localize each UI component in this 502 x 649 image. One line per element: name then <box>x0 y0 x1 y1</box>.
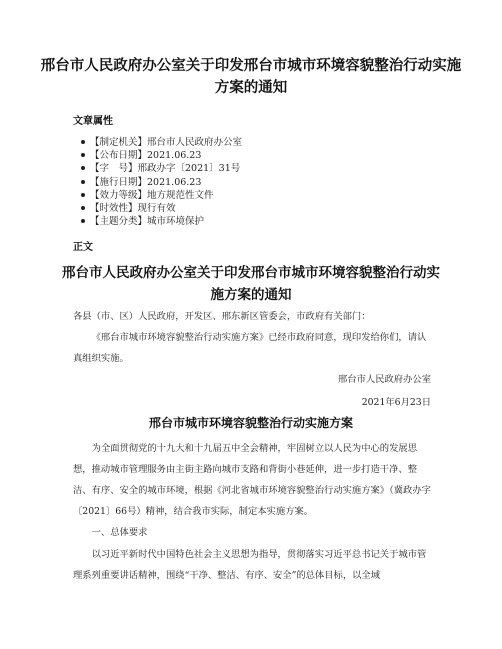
intro-paragraph: 为全面贯彻党的十九大和十九届五中全会精神，牢固树立以人民为中心的发展思想，推动城市管理服务由主街主路向城市支路和背街小巷延伸，进一步打造干净、整洁、有序、安全的城市环境，根据《河北省城市环境容貌整治行动实施方案》（冀政办字〔2021〕66号）精神，结合我市实际，制定本实施方案。 <box>73 443 431 517</box>
attributes-heading: 文章属性 <box>73 116 113 127</box>
recipients-line: 各县（市、区）人民政府，开发区、邢东新区管委会，市政府有关部门： <box>73 311 371 322</box>
issuer-signature: 邢台市人民政府办公室 <box>338 374 431 385</box>
attributes-list <box>90 136 242 228</box>
bullet-icon <box>81 193 85 197</box>
bullet-icon <box>81 219 85 223</box>
bullet-icon <box>81 180 85 184</box>
attribute-issuing-authority: 【制定机关】邢台市人民政府办公室 <box>90 136 242 149</box>
section-heading-general: 一、总体要求 <box>91 527 148 538</box>
plan-title: 邢台市城市环境容貌整治行动实施方案 <box>148 416 353 430</box>
attribute-validity: 【时效性】现行有效 <box>90 202 242 215</box>
attribute-effective-date: 【施行日期】2021.06.23 <box>90 176 242 189</box>
guideline-paragraph: 以习近平新时代中国特色社会主义思想为指导，贯彻落实习近平总书记关于城市管理系列重要讲话精神，围绕“干净、整洁、有序、安全”的总体目标，以全域 <box>73 549 427 581</box>
attribute-topic: 【主题分类】城市环境保护 <box>90 215 242 228</box>
bullet-icon <box>81 206 85 210</box>
body-heading: 正文 <box>73 242 93 253</box>
bullet-icon <box>81 140 85 144</box>
issue-date: 2021年6月23日 <box>361 397 431 408</box>
attribute-legal-level: 【效力等级】地方规范性文件 <box>90 189 242 202</box>
document-title: 邢台市人民政府办公室关于印发邢台市城市环境容貌整治行动实施方案的通知 <box>40 58 462 96</box>
notice-title: 邢台市人民政府办公室关于印发邢台市城市环境容貌整治行动实施方案的通知 <box>62 265 440 303</box>
bullet-icon <box>81 166 85 170</box>
notice-paragraph: 《邢台市城市环境容貌整治行动实施方案》已经市政府同意，现印发给你们，请认真组织实施。 <box>73 332 427 364</box>
bullet-icon <box>81 153 85 157</box>
attribute-doc-number: 【字 号】邢政办字〔2021〕31号 <box>90 162 242 175</box>
attribute-publish-date: 【公布日期】2021.06.23 <box>90 149 242 162</box>
